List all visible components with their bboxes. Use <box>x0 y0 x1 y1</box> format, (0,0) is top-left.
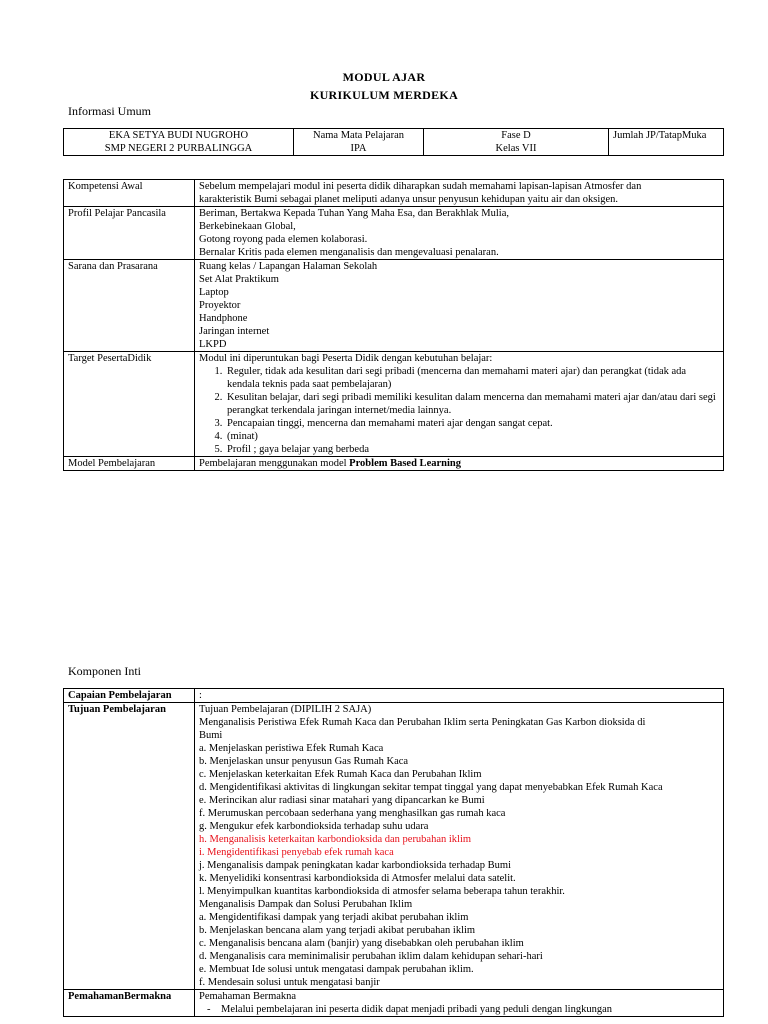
text-line: Berkebinekaan Global, <box>199 221 296 232</box>
phase-label: Fase D <box>501 130 531 141</box>
tujuan-line: d. Menganalisis cara meminimalisir perubahan iklim dalam kehidupan sehari-hari <box>199 951 543 962</box>
tujuan-line: k. Menyelidiki konsentrasi karbondioksida di Atmosfer melalui data satelit. <box>199 873 516 884</box>
tujuan-list <box>195 703 724 990</box>
tujuan-line: d. Mengidentifikasi aktivitas di lingkungan sekitar tempat tinggal yang dapat menyebabkan Efek Rumah Kaca <box>199 782 663 793</box>
text-line: Pemahaman Bermakna <box>199 991 297 1002</box>
table-row <box>64 703 724 990</box>
text-line: Modul ini diperuntukan bagi Peserta Didik dengan kebutuhan belajar: <box>199 353 493 364</box>
list-item: 3. Pencapaian tinggi, mencerna dan memahami materi ajar dengan sangat cepat. <box>225 417 719 430</box>
tujuan-line: Bumi <box>199 730 223 741</box>
list-item: 5. Profil ; gaya belajar yang berbeda <box>225 443 719 456</box>
tujuan-line: i. Mengidentifikasi penyebab efek rumah kaca <box>199 847 394 858</box>
row-label: Target PesertaDidik <box>64 352 195 457</box>
table-row <box>64 457 724 471</box>
tujuan-line: Menganalisis Dampak dan Solusi Perubahan Iklim <box>199 899 413 910</box>
list-item: 4. (minat) <box>225 430 719 443</box>
tujuan-line: c. Menjelaskan keterkaitan Efek Rumah Kaca dan Perubahan Iklim <box>199 769 482 780</box>
text-line: Pembelajaran menggunakan model <box>199 458 350 469</box>
row-label: Capaian Pembelajaran <box>64 689 195 703</box>
list-item: 2. Kesulitan belajar, dari segi pribadi memiliki kesulitan dalam mencerna dan memahami materi ajar dan/atau dari segi perangkat terkendala jaringan internet/media lainnya. <box>225 391 719 417</box>
tujuan-line: f. Mendesain solusi untuk mengatasi banjir <box>199 977 380 988</box>
info-table <box>63 128 724 156</box>
phase-cell <box>424 129 609 156</box>
author-cell <box>64 129 294 156</box>
tujuan-line: a. Mengidentifikasi dampak yang terjadi akibat perubahan iklim <box>199 912 469 923</box>
kompetensi-awal-text <box>195 180 724 207</box>
table-row <box>64 990 724 1017</box>
row-label: Kompetensi Awal <box>64 180 195 207</box>
section-komponen-inti: Komponen Inti <box>68 664 141 678</box>
tujuan-line: b. Menjelaskan bencana alam yang terjadi akibat perubahan iklim <box>199 925 476 936</box>
tujuan-line: f. Merumuskan percobaan sederhana yang menghasilkan gas rumah kaca <box>199 808 506 819</box>
document-title: MODUL AJAR <box>342 70 426 84</box>
tujuan-line: g. Mengukur efek karbondioksida terhadap suhu udara <box>199 821 429 832</box>
tujuan-line: b. Menjelaskan unsur penyusun Gas Rumah Kaca <box>199 756 409 767</box>
subject-label: Nama Mata Pelajaran <box>313 130 404 141</box>
class-value: Kelas VII <box>495 143 537 154</box>
target-peserta-text <box>195 352 724 457</box>
text-line: Laptop <box>199 287 229 298</box>
sarana-list <box>195 260 724 352</box>
text-line: Jaringan internet <box>199 326 270 337</box>
text-line: Bernalar Kritis pada elemen menganalisis dan mengevaluasi penalaran. <box>199 247 499 258</box>
tujuan-line: h. Menganalisis keterkaitan karbondioksida dan perubahan iklim <box>199 834 472 845</box>
text-line: Sebelum mempelajari modul ini peserta didik diharapkan sudah memahami lapisan-lapisan Atmosfer dan <box>199 181 642 192</box>
text-line: karakteristik Bumi sebagai planet meliputi adanya unsur penyusun kehidupan yaitu air dan oksigen. <box>199 194 619 205</box>
text-line: LKPD <box>199 339 227 350</box>
tujuan-line: e. Membuat Ide solusi untuk mengatasi dampak perubahan iklim. <box>199 964 474 975</box>
row-label: Model Pembelajaran <box>64 457 195 471</box>
pemahaman-list <box>199 1003 719 1016</box>
tujuan-line: a. Menjelaskan peristiwa Efek Rumah Kaca <box>199 743 384 754</box>
row-label: PemahamanBermakna <box>64 990 195 1017</box>
detail-table <box>63 179 724 471</box>
section-informasi-umum: Informasi Umum <box>68 104 151 118</box>
row-label: Sarana dan Prasarana <box>64 260 195 352</box>
model-name: Problem Based Learning <box>349 458 461 469</box>
list-item: 1. Reguler, tidak ada kesulitan dari segi pribadi (mencerna dan memahami materi ajar) dan perangkat (tidak ada kendala teknis pada saat pembelajaran) <box>225 365 719 391</box>
text-line: Proyektor <box>199 300 241 311</box>
table-row <box>64 352 724 457</box>
target-list <box>199 365 719 456</box>
table-row <box>64 207 724 260</box>
tujuan-line: j. Menganalisis dampak peningkatan kadar karbondioksida terhadap Bumi <box>199 860 512 871</box>
text-line: Gotong royong pada elemen kolaborasi. <box>199 234 368 245</box>
text-line: Ruang kelas / Lapangan Halaman Sekolah <box>199 261 378 272</box>
text-line: Handphone <box>199 313 248 324</box>
tujuan-line: e. Merincikan alur radiasi sinar matahari yang dipancarkan ke Bumi <box>199 795 485 806</box>
tujuan-line: c. Menganalisis bencana alam (banjir) yang disebabkan oleh perubahan iklim <box>199 938 524 949</box>
jp-cell <box>609 129 724 156</box>
table-row <box>64 689 724 703</box>
text-line: Beriman, Bertakwa Kepada Tuhan Yang Maha Esa, dan Berakhlak Mulia, <box>199 208 509 219</box>
tujuan-line: Menganalisis Peristiwa Efek Rumah Kaca dan Perubahan Iklim serta Peningkatan Gas Karbon dioksida di <box>199 717 646 728</box>
school-name: SMP NEGERI 2 PURBALINGGA <box>104 143 253 154</box>
row-label: Profil Pelajar Pancasila <box>64 207 195 260</box>
document-subtitle: KURIKULUM MERDEKA <box>309 88 459 102</box>
subject-value: IPA <box>350 143 367 154</box>
pemahaman-text <box>195 990 724 1017</box>
subject-cell <box>294 129 424 156</box>
text-line: Set Alat Praktikum <box>199 274 279 285</box>
table-row <box>64 260 724 352</box>
tujuan-line: l. Menyimpulkan kuantitas karbondioksida di atmosfer selama beberapa tahun terakhir. <box>199 886 565 897</box>
table-row <box>64 180 724 207</box>
model-pembelajaran-text <box>195 457 724 471</box>
jp-label: Jumlah JP/TatapMuka <box>613 130 707 141</box>
inti-table <box>63 688 724 1017</box>
list-item: - Melalui pembelajaran ini peserta didik dapat menjadi pribadi yang peduli dengan lingkungan <box>221 1003 719 1016</box>
tujuan-line: Tujuan Pembelajaran (DIPILIH 2 SAJA) <box>199 704 372 715</box>
author-name: EKA SETYA BUDI NUGROHO <box>108 130 249 141</box>
profil-pelajar-text <box>195 207 724 260</box>
capaian-value: : <box>195 689 724 703</box>
row-label: Tujuan Pembelajaran <box>64 703 195 990</box>
